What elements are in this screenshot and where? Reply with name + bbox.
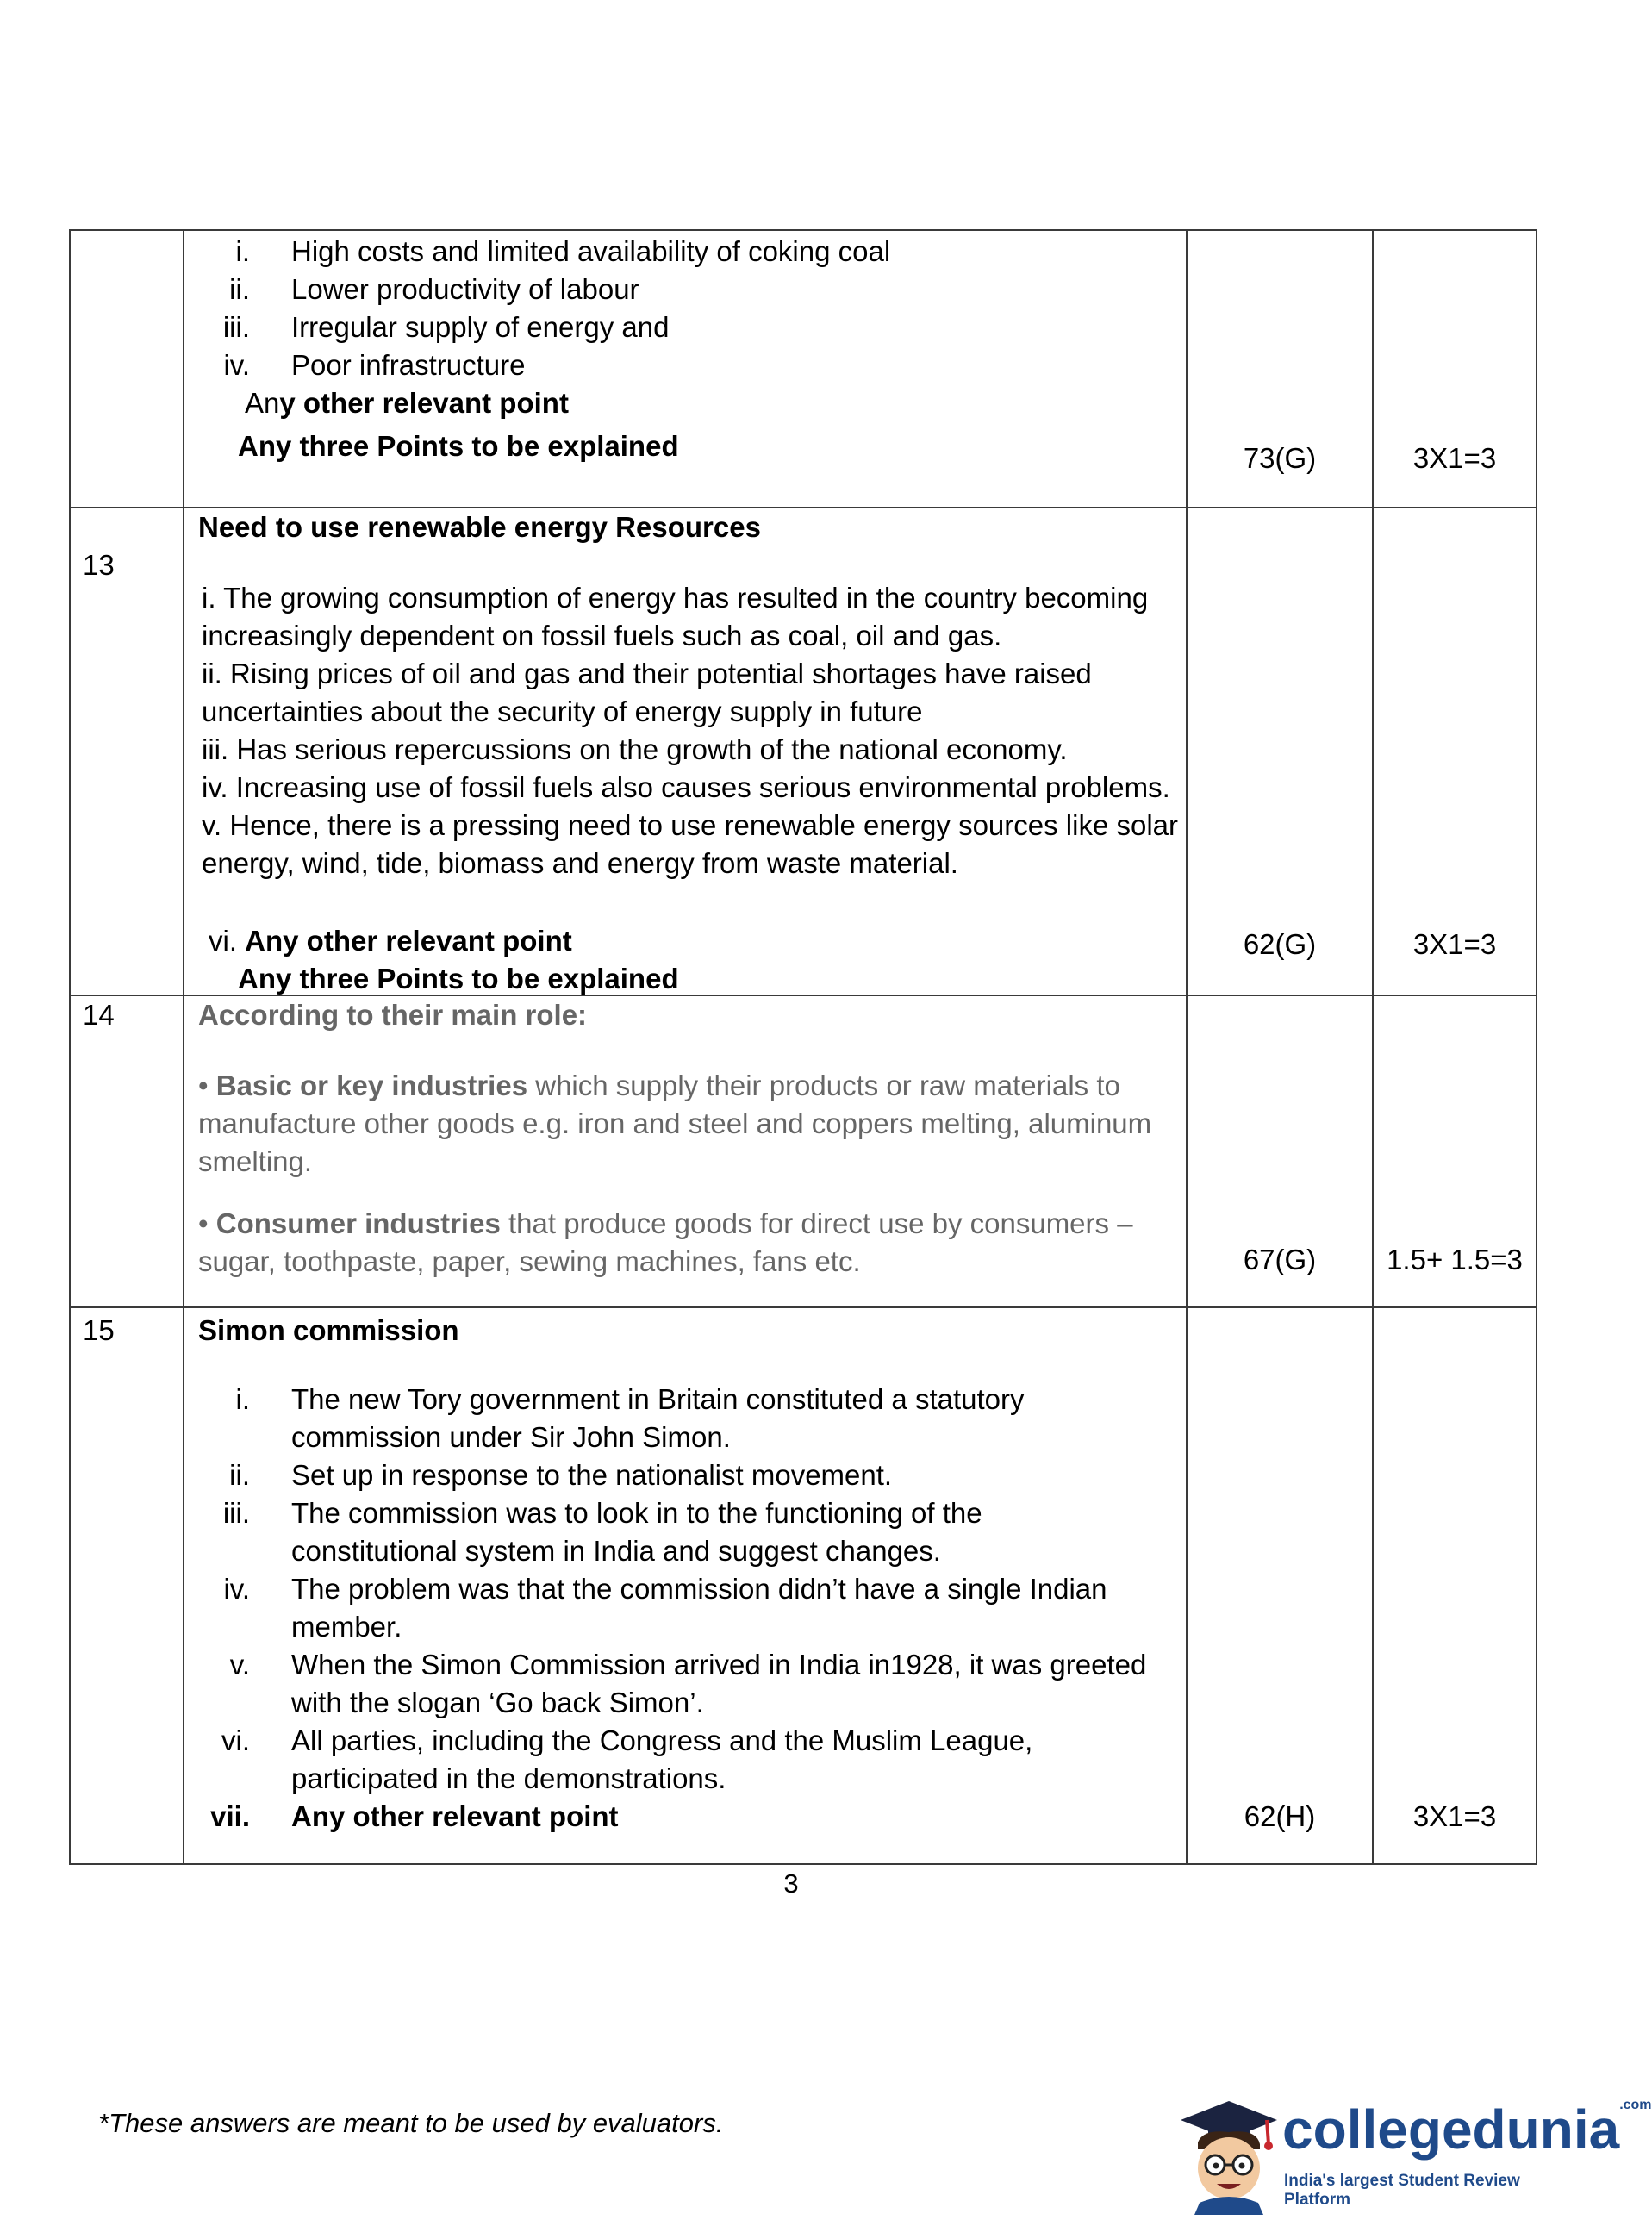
list-item: All parties, including the Congress and the Muslim League, — [291, 1724, 1033, 1756]
other-point: Any other relevant point — [291, 1800, 619, 1832]
marks: 3X1=3 — [1412, 1800, 1497, 1832]
table-border-left — [69, 229, 71, 1865]
list-item: with the slogan ‘Go back Simon’. — [291, 1687, 704, 1718]
list-item: When the Simon Commission arrived in India in1928, it was greeted — [291, 1649, 1147, 1681]
marks: 3X1=3 — [1412, 928, 1497, 960]
answer-line: manufacture other goods e.g. iron and steel and coppers melting, aluminum — [198, 1107, 1152, 1139]
page-reference: 62(G) — [1243, 928, 1317, 960]
list-number: iv. — [223, 349, 250, 381]
points-instruction: Any three Points to be explained — [238, 963, 679, 995]
student-mascot-icon — [1174, 2094, 1281, 2215]
list-number: v. — [229, 1649, 250, 1681]
table-border-top — [69, 229, 1537, 231]
list-number: ii. — [229, 273, 250, 305]
list-item: member. — [291, 1611, 402, 1643]
question-number: 15 — [83, 1314, 115, 1346]
list-number: ii. — [229, 1459, 250, 1491]
answer-heading: Simon commission — [198, 1314, 459, 1346]
list-number: vi. — [221, 1724, 250, 1756]
marks: 3X1=3 — [1412, 442, 1497, 474]
list-number: i. — [235, 235, 250, 267]
answer-line: i. The growing consumption of energy has resulted in the country becoming — [202, 582, 1149, 614]
footer-note: *These answers are meant to be used by evaluators. — [98, 2108, 724, 2138]
list-item: High costs and limited availability of coking coal — [291, 235, 891, 267]
row-divider — [69, 1306, 1537, 1308]
list-item: Irregular supply of energy and — [291, 311, 670, 343]
answer-line: sugar, toothpaste, paper, sewing machines, fans etc. — [198, 1245, 861, 1277]
list-number: iv. — [223, 1573, 250, 1605]
answer-heading: According to their main role: — [198, 999, 588, 1031]
table-border-bottom — [69, 1863, 1537, 1865]
list-item: commission under Sir John Simon. — [291, 1421, 731, 1453]
list-number: iii. — [222, 311, 250, 343]
list-number: iii. — [222, 1497, 250, 1529]
page-reference: 67(G) — [1243, 1244, 1317, 1275]
other-point: vi. Any other relevant point — [209, 925, 572, 957]
list-item: constitutional system in India and suggest changes. — [291, 1535, 941, 1567]
list-item: The new Tory government in Britain constituted a statutory — [291, 1383, 1025, 1415]
page-number: 3 — [783, 1868, 799, 1899]
collegedunia-logo — [1174, 2094, 1652, 2215]
page-reference: 73(G) — [1243, 442, 1317, 474]
question-number: 14 — [83, 999, 115, 1031]
answer-line: smelting. — [198, 1145, 313, 1177]
column-divider — [183, 229, 184, 1865]
answer-line: uncertainties about the security of energy supply in future — [202, 695, 923, 727]
list-item: Poor infrastructure — [291, 349, 526, 381]
question-number: 13 — [83, 549, 115, 581]
table-border-right — [1536, 229, 1537, 1865]
logo-tagline: India's largest Student Review Platform — [1284, 2172, 1520, 2209]
page-reference: 62(H) — [1244, 1800, 1316, 1832]
list-item: Set up in response to the nationalist movement. — [291, 1459, 893, 1491]
answer-line: increasingly dependent on fossil fuels such as coal, oil and gas. — [202, 620, 1002, 652]
answer-line: energy, wind, tide, biomass and energy from waste material. — [202, 847, 958, 879]
marks: 1.5+ 1.5=3 — [1387, 1244, 1523, 1275]
answer-line: • Consumer industries that produce goods for direct use by consumers – — [198, 1207, 1133, 1239]
list-item: participated in the demonstrations. — [291, 1762, 726, 1794]
list-item: The commission was to look in to the functioning of the — [291, 1497, 982, 1529]
answer-line: • Basic or key industries which supply their products or raw materials to — [198, 1069, 1120, 1101]
answer-line: iv. Increasing use of fossil fuels also causes serious environmental problems. — [202, 771, 1170, 803]
answer-table — [69, 229, 1537, 1865]
answer-heading: Need to use renewable energy Resources — [198, 511, 761, 543]
logo-wordmark: collegedunia$^{.com}$ — [1282, 2098, 1652, 2161]
list-number: vii. — [210, 1800, 250, 1832]
other-point: Any other relevant point — [245, 387, 569, 419]
points-instruction: Any three Points to be explained — [238, 430, 679, 462]
list-number: i. — [235, 1383, 250, 1415]
list-item: The problem was that the commission didn’t have a single Indian — [291, 1573, 1107, 1605]
list-item: Lower productivity of labour — [291, 273, 639, 305]
answer-line: v. Hence, there is a pressing need to use renewable energy sources like solar — [202, 809, 1179, 841]
answer-line: iii. Has serious repercussions on the growth of the national economy. — [202, 733, 1068, 765]
answer-line: ii. Rising prices of oil and gas and their potential shortages have raised — [202, 658, 1092, 689]
